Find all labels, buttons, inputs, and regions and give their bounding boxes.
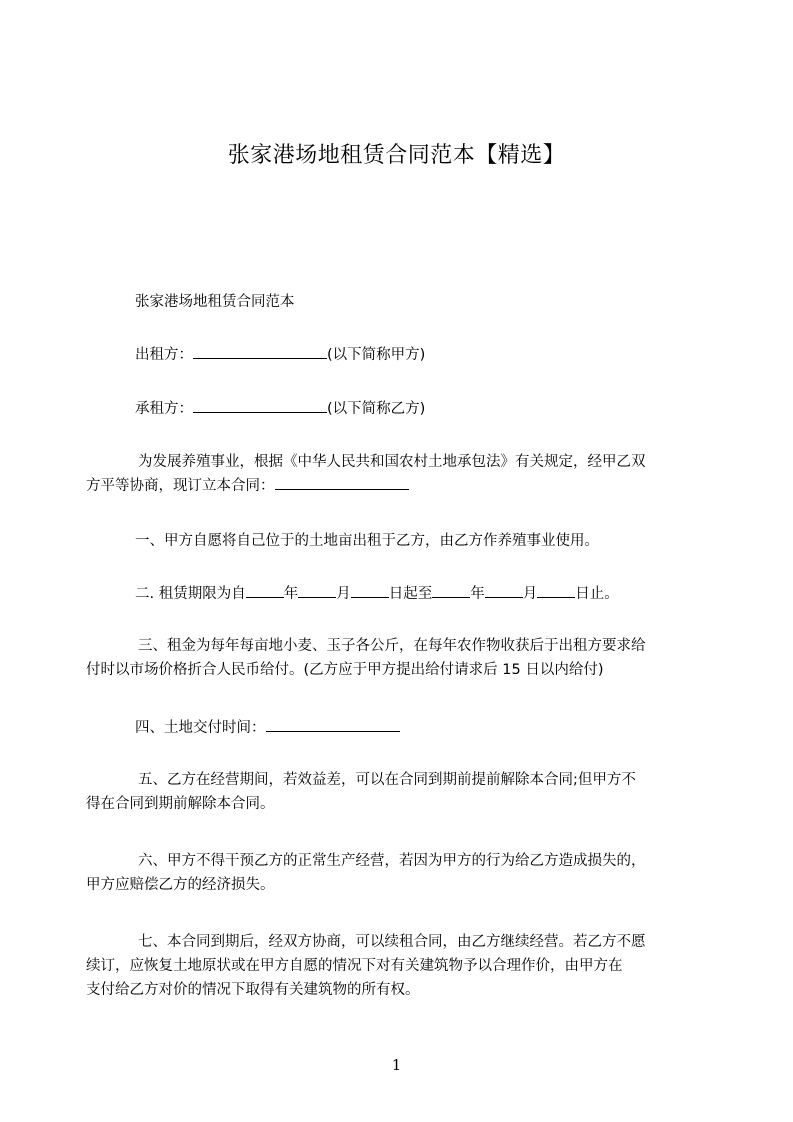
lessee-blank	[193, 397, 327, 413]
intro-line-2: 方平等协商，现订立本合同：	[86, 478, 275, 494]
page-number: 1	[391, 1056, 402, 1074]
lessee-line	[135, 397, 700, 421]
start-month-blank	[298, 582, 336, 598]
clause-3-line-2: 付时以市场价格折合人民币给付。(乙方应于甲方提出给付请求后 15 日以内给付)	[86, 662, 604, 678]
intro-line-1: 为发展养殖事业，根据《中华人民共和国农村土地承包法》有关规定，经甲乙双	[138, 454, 646, 470]
clause-4-label: 四、土地交付时间：	[135, 720, 266, 736]
clause-7-line-3: 支付给乙方对价的情况下取得有关建筑物的所有权。	[86, 982, 420, 998]
end-month-unit: 月	[522, 586, 538, 602]
clause-3	[86, 634, 700, 682]
lessor-label: 出租方：	[135, 347, 193, 363]
clause-2-prefix: 二. 租赁期限为自	[135, 586, 246, 602]
clause-3-line-1: 三、租金为每年每亩地小麦、玉子各公斤，在每年农作物收获后于出租方要求给	[138, 638, 646, 654]
clause-4	[135, 716, 700, 740]
lessor-suffix: (以下简称甲方)	[327, 347, 426, 363]
intro-blank	[275, 474, 409, 490]
lessee-label: 承租方：	[135, 401, 193, 417]
start-day-unit: 日起至	[388, 586, 433, 602]
clause-5-line-2: 得在合同到期前解除本合同。	[86, 796, 275, 812]
lessor-blank	[193, 343, 327, 359]
start-year-unit: 年	[283, 586, 299, 602]
start-day-blank	[351, 582, 389, 598]
document-title: 张家港场地租赁合同范本【精选】	[227, 143, 566, 168]
clause-6	[86, 849, 700, 897]
clause-7	[86, 930, 700, 1002]
lessee-suffix: (以下简称乙方)	[327, 401, 426, 417]
clause-5-line-1: 五、乙方在经营期间，若效益差，可以在合同到期前提前解除本合同;但甲方不	[138, 772, 636, 788]
intro-paragraph	[86, 450, 700, 498]
contract-subtitle	[135, 290, 700, 314]
clause-1	[135, 529, 700, 553]
clause-2	[135, 582, 700, 606]
end-month-blank	[485, 582, 523, 598]
clause-5	[86, 768, 700, 816]
clause-6-line-2: 甲方应赔偿乙方的经济损失。	[86, 877, 275, 893]
clause-1-text: 一、甲方自愿将自己位于的土地亩出租于乙方，由乙方作养殖事业使用。	[135, 533, 599, 549]
clause-6-line-1: 六、甲方不得干预乙方的正常生产经营，若因为甲方的行为给乙方造成损失的，	[138, 853, 646, 869]
end-day-blank	[537, 582, 575, 598]
intro-line-2-wrap	[86, 474, 700, 498]
end-year-blank	[432, 582, 470, 598]
start-month-unit: 月	[336, 586, 351, 602]
handover-time-blank	[266, 716, 400, 732]
clause-7-line-2: 续订，应恢复土地原状或在甲方自愿的情况下对有关建筑物予以合理作价，由甲方在	[86, 958, 623, 974]
end-day-unit: 日止。	[575, 586, 619, 602]
clause-7-line-1: 七、本合同到期后，经双方协商，可以续租合同，由乙方继续经营。若乙方不愿	[138, 934, 646, 950]
subtitle-text: 张家港场地租赁合同范本	[135, 294, 295, 310]
start-year-blank	[246, 582, 284, 598]
end-year-unit: 年	[470, 586, 485, 602]
lessor-line	[135, 343, 700, 367]
